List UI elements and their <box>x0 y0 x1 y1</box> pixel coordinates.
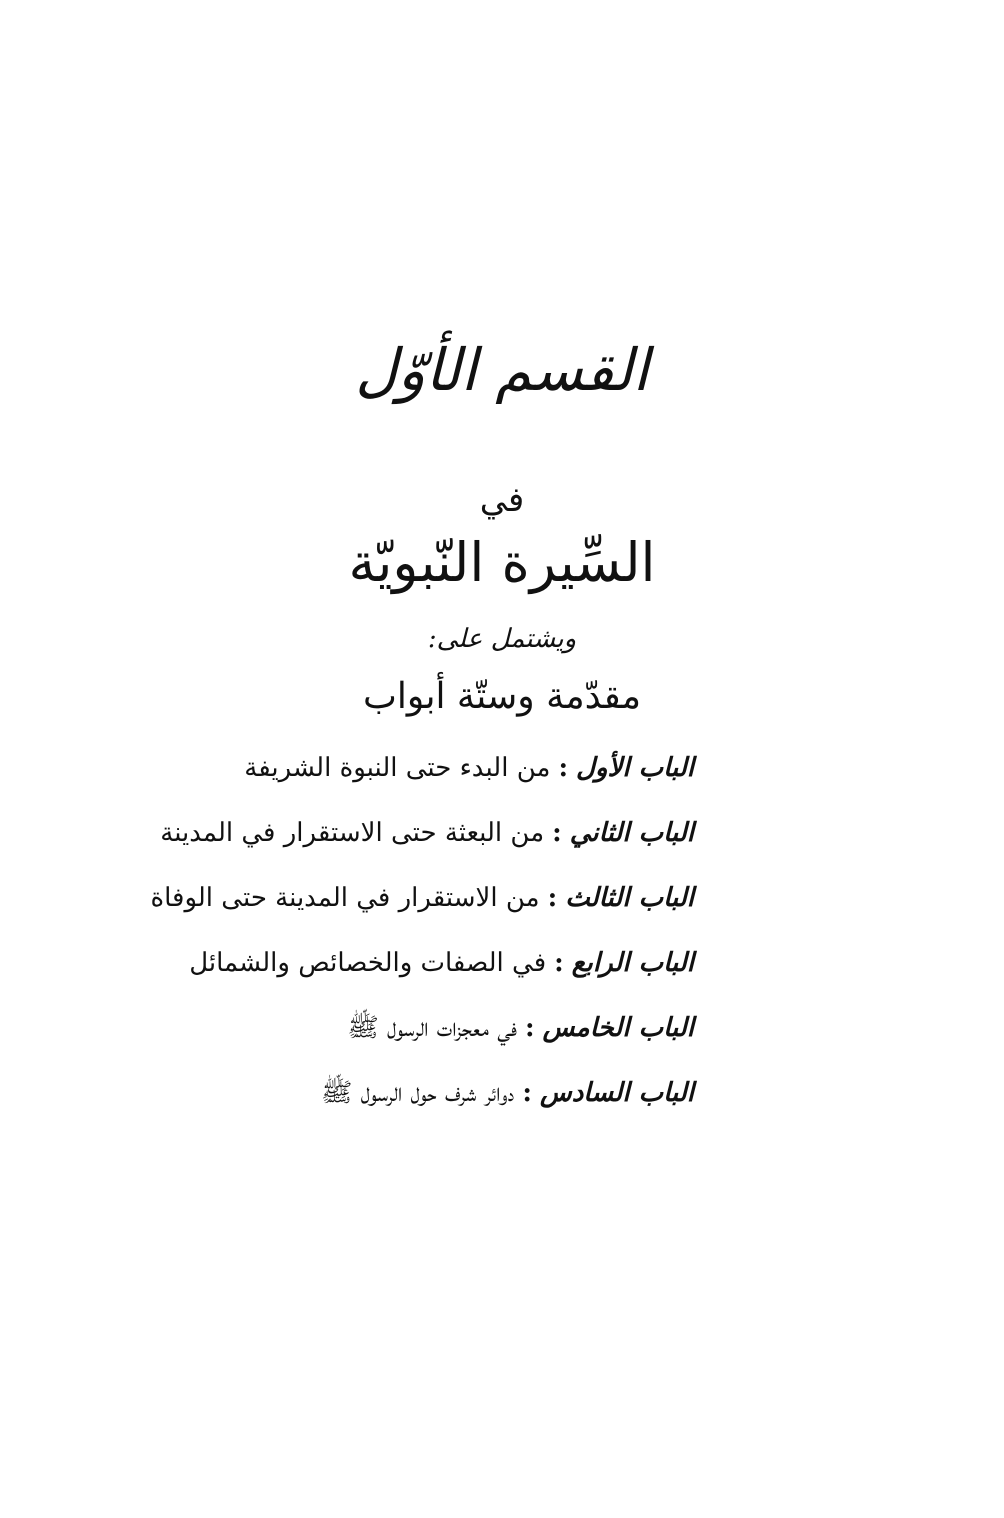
chapter-title: في الصفات والخصائص والشمائل <box>189 948 547 978</box>
chapter-label: الباب الثاني <box>569 818 694 848</box>
chapter-item-1 <box>224 748 694 813</box>
chapter-title: من البعثة حتى الاستقرار في المدينة <box>160 818 545 848</box>
subject-title: السِّيرة النّبويّة <box>348 531 656 594</box>
chapter-separator: : <box>558 753 569 783</box>
chapter-title: في معجزات الرسول ﷺ <box>347 1013 518 1043</box>
chapter-title: من البدء حتى النبوة الشريفة <box>244 753 551 783</box>
chapter-item-3 <box>150 878 694 943</box>
chapter-separator: : <box>522 1078 532 1108</box>
chapter-title: دوائر شرف حول الرسول ﷺ <box>321 1078 515 1108</box>
part-title: القسم الأوّل <box>355 336 649 404</box>
chapter-item-5 <box>224 1008 694 1073</box>
chapter-separator: : <box>525 1013 535 1043</box>
chapter-label: الباب الخامس <box>542 1013 694 1043</box>
chapter-label: الباب الأول <box>576 753 694 783</box>
chapter-item-4 <box>189 943 694 1008</box>
chapter-item-6 <box>224 1073 694 1138</box>
chapter-separator: : <box>554 948 564 978</box>
chapter-separator: : <box>547 883 558 913</box>
chapter-list <box>150 748 694 1138</box>
chapter-title: من الاستقرار في المدينة حتى الوفاة <box>150 883 540 913</box>
chapter-item-2 <box>160 813 694 878</box>
chapter-label: الباب الرابع <box>571 948 694 978</box>
chapter-label: الباب الثالث <box>565 883 694 913</box>
contains-label: ويشتمل على: <box>427 624 577 654</box>
intro-line: مقدّمة وستّة أبواب <box>362 676 642 717</box>
preposition-text: في <box>479 480 525 520</box>
chapter-separator: : <box>552 818 562 848</box>
chapter-label: الباب السادس <box>539 1078 694 1108</box>
